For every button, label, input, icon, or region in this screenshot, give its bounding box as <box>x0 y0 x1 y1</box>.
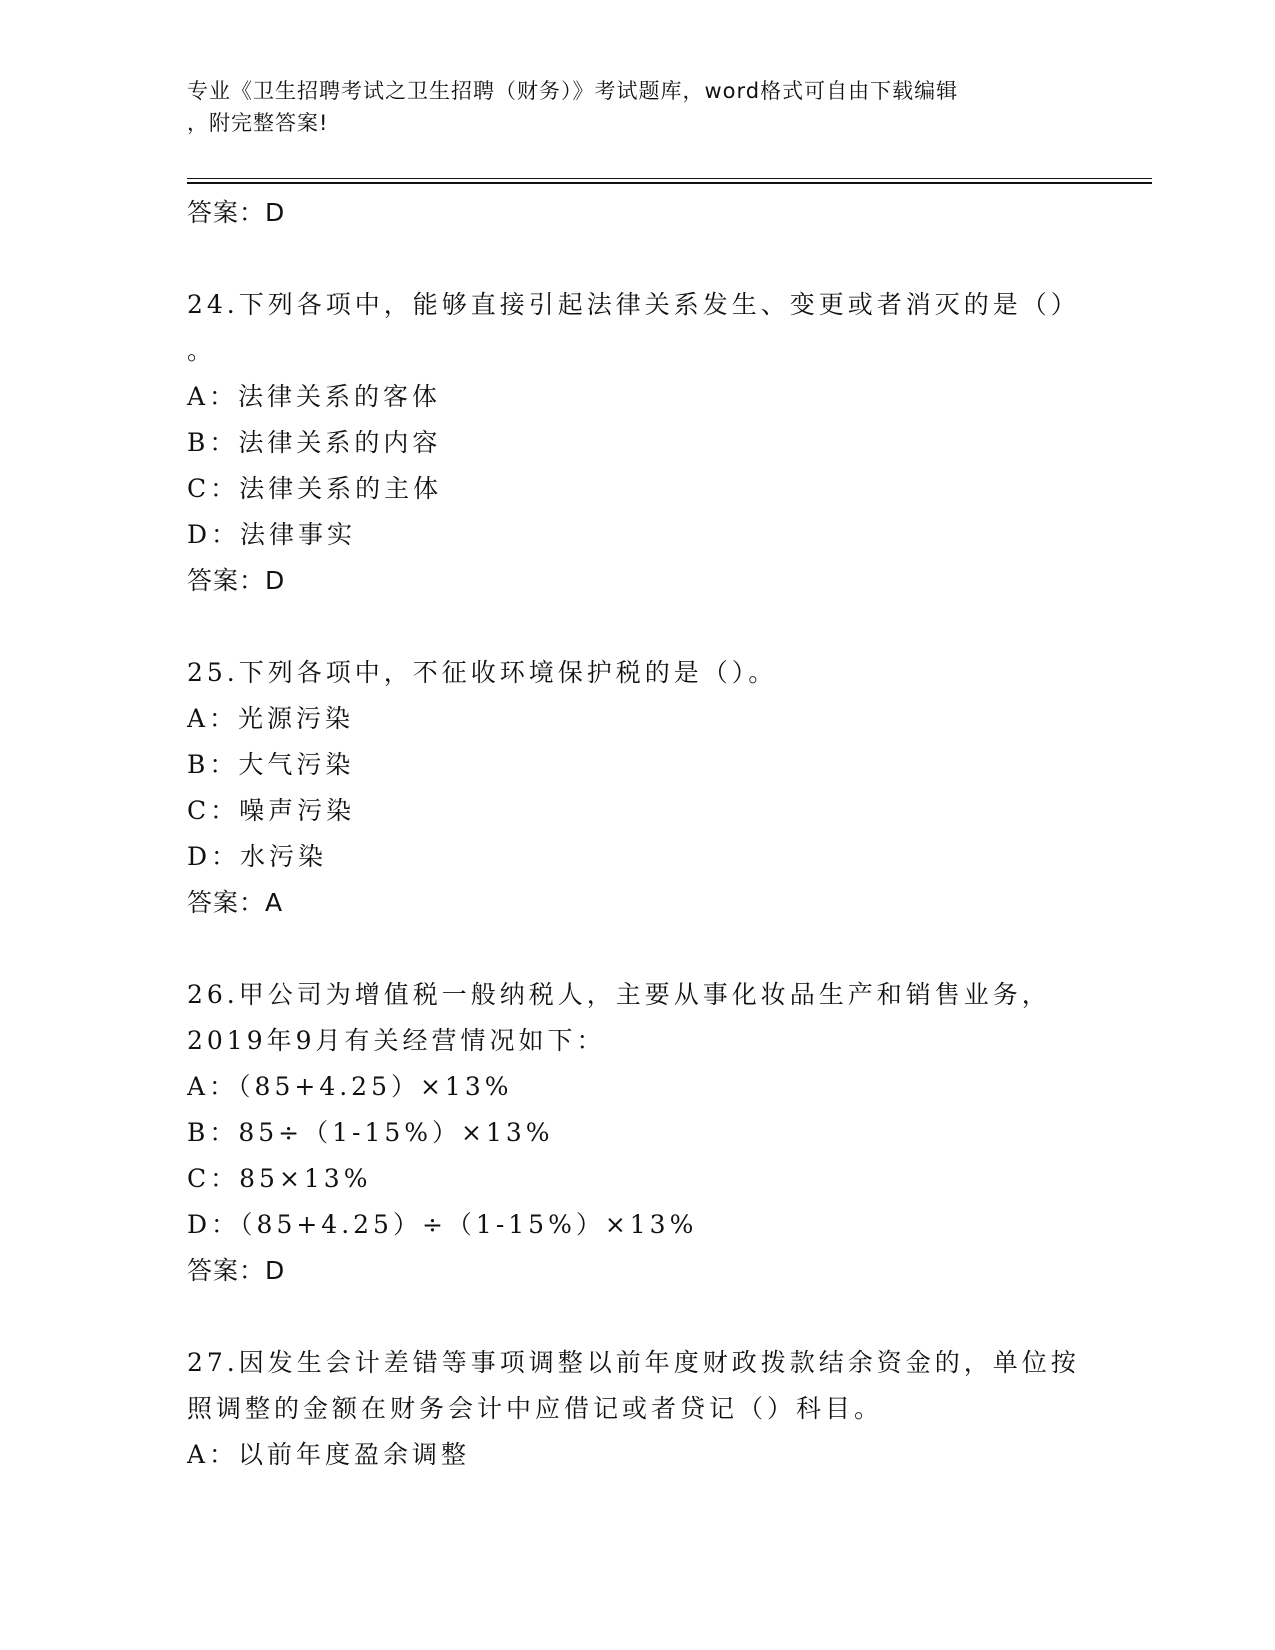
option-a: A：以前年度盈余调整 <box>187 1440 471 1469</box>
option-d: D：（85+4.25）÷（1-15%）×13% <box>187 1210 698 1239</box>
question-24 <box>187 282 1087 604</box>
header-rule-thin <box>187 178 1152 179</box>
question-list <box>187 190 1087 1478</box>
question-text: 2019年9月有关经营情况如下： <box>187 1026 606 1055</box>
document-header <box>187 75 1067 139</box>
question-text: 照调整的金额在财务会计中应借记或者贷记（）科目。 <box>187 1394 884 1423</box>
header-line-1: 专业《卫生招聘考试之卫生招聘（财务）》考试题库，word格式可自由下载编辑 <box>187 79 959 103</box>
option-c: C：85×13% <box>187 1164 372 1193</box>
question-text: 26.甲公司为增值税一般纳税人，主要从事化妆品生产和销售业务， <box>187 980 1051 1009</box>
option-b: B：大气污染 <box>187 750 355 779</box>
option-b: B：法律关系的内容 <box>187 428 442 457</box>
question-text: 25.下列各项中，不征收环境保护税的是（）。 <box>187 658 778 687</box>
answer: 答案：D <box>187 1256 286 1285</box>
header-rule-thick <box>187 182 1152 184</box>
question-25 <box>187 650 1087 926</box>
option-c: C：噪声污染 <box>187 796 356 825</box>
question-26 <box>187 972 1087 1294</box>
question-27 <box>187 1340 1087 1478</box>
option-a: A：法律关系的客体 <box>187 382 442 411</box>
question-text: 。 <box>187 336 217 365</box>
option-b: B：85÷（1-15%）×13% <box>187 1118 554 1147</box>
question-text: 24.下列各项中，能够直接引起法律关系发生、变更或者消灭的是（） <box>187 290 1080 319</box>
option-a: A：光源污染 <box>187 704 355 733</box>
question-text: 27.因发生会计差错等事项调整以前年度财政拨款结余资金的，单位按 <box>187 1348 1080 1377</box>
answer: 答案：A <box>187 888 284 917</box>
option-d: D：法律事实 <box>187 520 357 549</box>
option-d: D：水污染 <box>187 842 328 871</box>
previous-answer: 答案：D <box>187 198 286 227</box>
header-line-2: ，附完整答案! <box>187 111 329 135</box>
option-c: C：法律关系的主体 <box>187 474 443 503</box>
answer: 答案：D <box>187 566 286 595</box>
option-a: A：（85+4.25）×13% <box>187 1072 513 1101</box>
